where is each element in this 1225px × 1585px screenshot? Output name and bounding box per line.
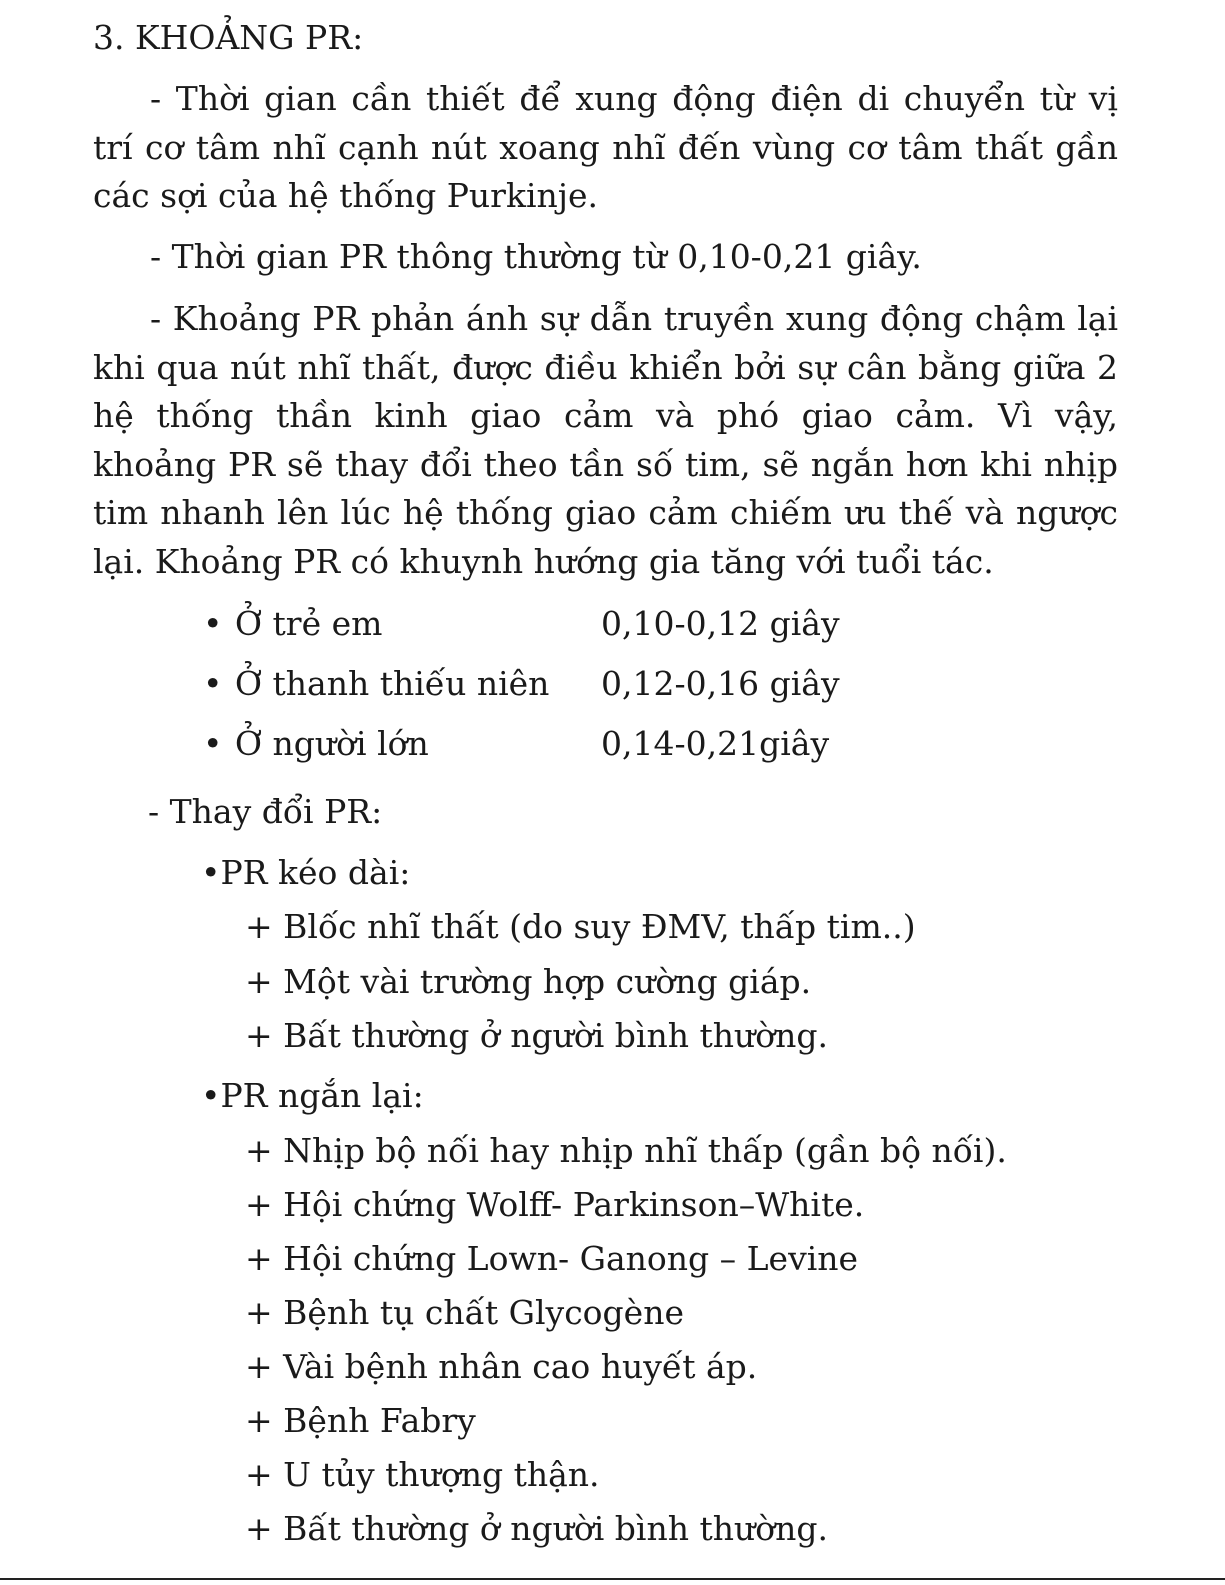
list-item: + U tủy thượng thận. — [245, 1455, 600, 1494]
age-range-value: 0,12-0,16 giây — [601, 664, 840, 703]
paragraph-conduction: - Khoảng PR phản ánh sự dẫn truyền xung động chậm lại khi qua nút nhĩ thất, được điều khiển bởi sự cân bằng giữa 2 hệ thống thần kinh giao cảm và phó giao cảm. Vì vậy, khoảng PR sẽ thay đổi theo tần số tim, sẽ ngắn hơn khi nhịp tim nhanh lên lúc hệ thống giao cảm chiếm ưu thế và ngược lại. Khoảng PR có khuynh hướng gia tăng với tuổi tác. — [93, 299, 1118, 581]
bullet-marker: • — [203, 604, 223, 643]
age-range-value: 0,10-0,12 giây — [601, 604, 840, 643]
pr-shortened-title: •PR ngắn lại: — [201, 1076, 424, 1115]
age-range-row — [203, 600, 840, 648]
age-range-label: Ở trẻ em — [235, 604, 383, 643]
list-item: + Blốc nhĩ thất (do suy ĐMV, thấp tim..) — [245, 907, 916, 946]
age-range-row — [203, 660, 840, 708]
list-item: + Bệnh Fabry — [245, 1401, 476, 1440]
age-range-row — [203, 720, 829, 768]
paragraph-definition: - Thời gian cần thiết để xung động điện di chuyển từ vị trí cơ tâm nhĩ cạnh nút xoang nhĩ đến vùng cơ tâm thất gần các sợi của hệ thống Purkinje. — [93, 79, 1118, 215]
bullet-marker: • — [203, 664, 223, 703]
list-item: + Bất thường ở người bình thường. — [245, 1509, 828, 1548]
age-range-value: 0,14-0,21giây — [601, 724, 830, 763]
bullet-marker: • — [203, 724, 223, 763]
list-item: + Bất thường ở người bình thường. — [245, 1016, 828, 1055]
list-item: + Nhịp bộ nối hay nhịp nhĩ thấp (gần bộ nối). — [245, 1131, 1007, 1170]
list-item: + Vài bệnh nhân cao huyết áp. — [245, 1347, 758, 1386]
list-item: + Bệnh tụ chất Glycogène — [245, 1293, 684, 1332]
age-range-label: Ở người lớn — [235, 724, 429, 763]
section-heading: 3. KHOẢNG PR: — [93, 18, 364, 57]
list-item: + Hội chứng Lown- Ganong – Levine — [245, 1239, 859, 1278]
paragraph-normal-duration: - Thời gian PR thông thường từ 0,10-0,21 giây. — [150, 237, 922, 276]
page-bottom-rule — [0, 1578, 1225, 1580]
pr-prolonged-title: •PR kéo dài: — [201, 853, 411, 892]
age-range-label: Ở thanh thiếu niên — [235, 664, 550, 703]
pr-changes-heading: - Thay đổi PR: — [148, 792, 383, 831]
list-item: + Hội chứng Wolff- Parkinson–White. — [245, 1185, 865, 1224]
list-item: + Một vài trường hợp cường giáp. — [245, 962, 812, 1001]
